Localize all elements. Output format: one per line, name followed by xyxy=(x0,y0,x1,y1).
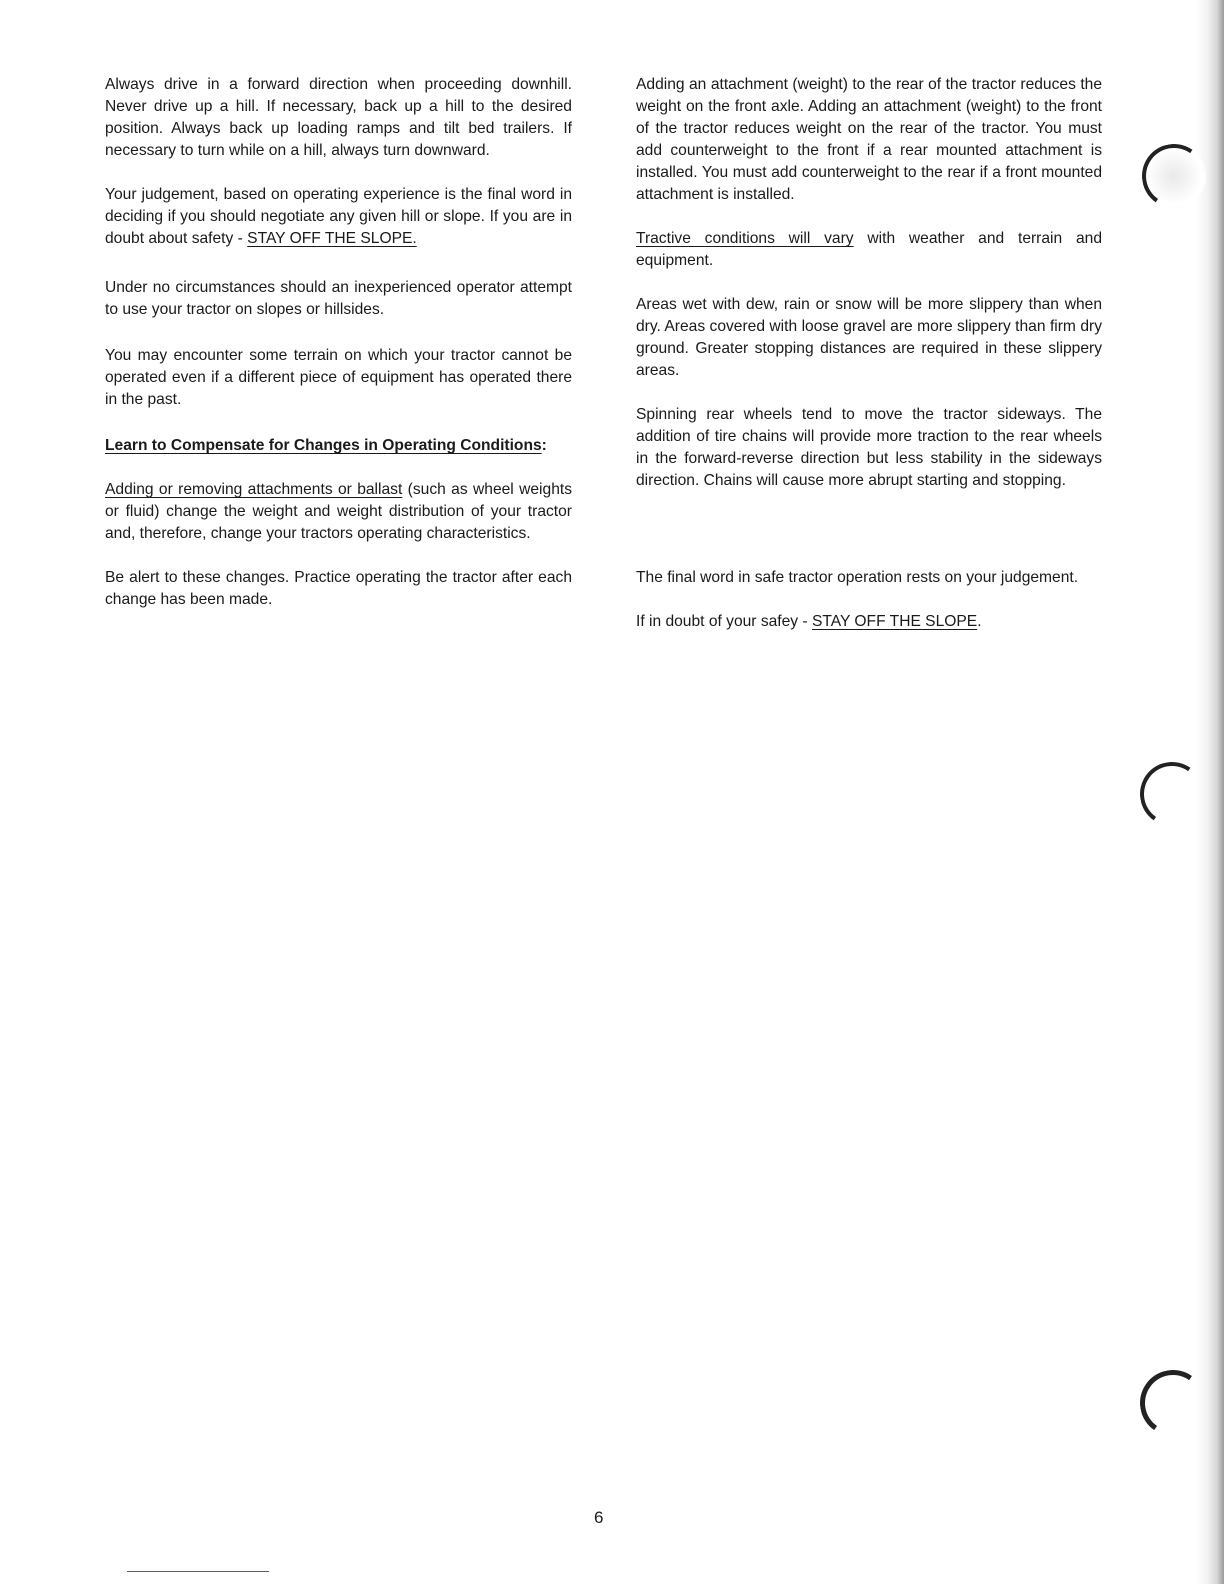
paragraph: Always drive in a forward direction when proceeding downhill. Never drive up a hill. If necessary, back up a hill to the desired position. Always back up loading ramps and tilt bed trailers. If necessary to turn while on a hill, always turn downward. xyxy=(105,76,572,159)
paragraph-text: with weather and terrain and equipment. xyxy=(636,230,1102,269)
left-column xyxy=(105,74,572,611)
paragraph-text: Your judgement, based on operating experience is the final word in deciding if you should negotiate any given hill or slope. If you are in doubt about safety - xyxy=(105,186,572,247)
paragraph: Under no circumstances should an inexperienced operator attempt to use your tractor on slopes or hillsides. xyxy=(105,279,572,318)
paragraph: Be alert to these changes. Practice operating the tractor after each change has been made. xyxy=(105,569,572,608)
right-column xyxy=(636,74,1102,633)
paragraph: Spinning rear wheels tend to move the tractor sideways. The addition of tire chains will provide more traction to the rear wheels in the forward-reverse direction but less stability in the sideways direction. Chains will cause more abrupt starting and stopping. xyxy=(636,406,1102,489)
section-heading-text: Learn to Compensate for Changes in Operating Conditions xyxy=(105,437,542,454)
paragraph: You may encounter some terrain on which your tractor cannot be operated even if a different piece of equipment has operated there in the past. xyxy=(105,347,572,408)
paragraph-text: If in doubt of your safey - xyxy=(636,613,812,630)
paragraph xyxy=(105,479,572,545)
paragraph: The final word in safe tractor operation rests on your judgement. xyxy=(636,569,1079,586)
stay-off-slope-emphasis: STAY OFF THE SLOPE xyxy=(811,613,978,630)
paragraph-end: . xyxy=(977,613,982,630)
paragraph-text: (such as wheel weights or fluid) change the weight and weight distribution of your tractor and, therefore, change your tractors operating characteristics. xyxy=(105,481,572,542)
paragraph xyxy=(105,184,572,250)
page-number: 6 xyxy=(594,1508,604,1527)
paragraph: Areas wet with dew, rain or snow will be more slippery than when dry. Areas covered with loose gravel are more slippery than firm dry ground. Greater stopping distances are required in these slippery areas. xyxy=(636,296,1102,379)
underlined-phrase: Adding or removing attachments or ballast xyxy=(105,481,403,498)
paragraph xyxy=(636,611,1102,633)
section-heading xyxy=(105,435,572,457)
section-heading-colon: : xyxy=(541,437,547,454)
underlined-phrase: Tractive conditions will vary xyxy=(636,230,854,247)
paragraph xyxy=(636,228,1102,272)
paragraph: Adding an attachment (weight) to the rear of the tractor reduces the weight on the front axle. Adding an attachment (weight) to the front of the tractor reduces weight on the rear of the tractor. You must add counterweight to the front if a rear mounted attachment is installed. You must add counterweight to the rear if a front mounted attachment is installed. xyxy=(636,76,1102,203)
stay-off-slope-emphasis: STAY OFF THE SLOPE. xyxy=(247,230,417,247)
footer-rule xyxy=(127,1571,269,1572)
